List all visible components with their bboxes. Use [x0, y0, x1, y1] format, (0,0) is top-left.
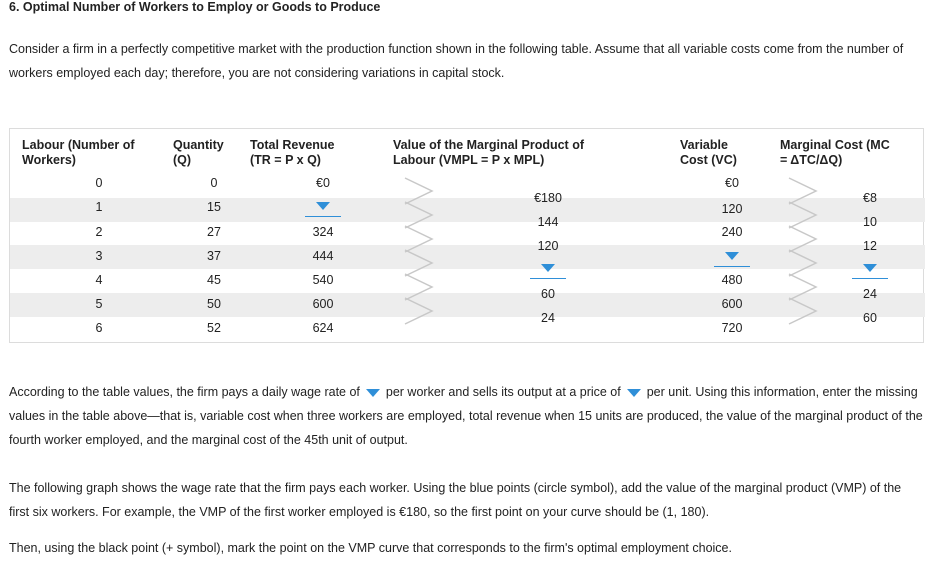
header-variable-cost: Variable Cost (VC) [680, 138, 737, 167]
mc-cell: 60 [863, 311, 877, 325]
labour-cell: 0 [95, 176, 103, 190]
tr-dropdown-underline [305, 216, 341, 217]
labour-cell: 6 [95, 321, 103, 335]
mc-dropdown-underline [852, 278, 888, 279]
mc-cell: 10 [863, 215, 877, 229]
chevron-arrows-icon [786, 174, 820, 334]
production-table [9, 128, 924, 343]
header-labour: Labour (Number of Workers) [22, 138, 135, 167]
quantity-cell: 45 [207, 273, 221, 287]
chevron-arrows-icon [402, 174, 436, 334]
vmpl-dropdown[interactable] [541, 264, 555, 272]
tr-cell: 324 [312, 225, 334, 239]
vc-cell: 120 [721, 202, 743, 216]
vc-dropdown-underline [714, 266, 750, 267]
vc-cell: 600 [721, 297, 743, 311]
labour-cell: 3 [95, 249, 103, 263]
tr-cell: 540 [312, 273, 334, 287]
intro-paragraph: Consider a firm in a perfectly competitive market with the production function shown in the following table. Assume that all variable costs come from the number of workers employed each day; therefore, you are not considering variations in capital stock. [9, 42, 904, 80]
labour-cell: 5 [95, 297, 103, 311]
tr-cell: €0 [316, 176, 330, 190]
tr-cell: 444 [312, 249, 334, 263]
vc-cell: 240 [721, 225, 743, 239]
vmpl-cell: 60 [541, 287, 555, 301]
mc-cell: 24 [863, 287, 877, 301]
price-dropdown[interactable] [627, 389, 641, 397]
mc-cell: 12 [863, 239, 877, 253]
quantity-cell: 37 [207, 249, 221, 263]
labour-cell: 2 [95, 225, 103, 239]
quantity-cell: 52 [207, 321, 221, 335]
tr-cell: 624 [312, 321, 334, 335]
tr-cell: 600 [312, 297, 334, 311]
quantity-cell: 50 [207, 297, 221, 311]
mc-cell: €8 [863, 191, 877, 205]
vc-cell: 480 [721, 273, 743, 287]
vmpl-cell: 24 [541, 311, 555, 325]
vmpl-dropdown-underline [530, 278, 566, 279]
quantity-cell: 15 [207, 200, 221, 214]
header-marginal-cost: Marginal Cost (MC = ΔTC/ΔQ) [780, 138, 890, 167]
labour-cell: 4 [95, 273, 103, 287]
header-total-revenue: Total Revenue (TR = P x Q) [250, 138, 335, 167]
question-paragraph: According to the table values, the firm pays a daily wage rate of per worker and sells its output at a price of per unit. Using this information, enter the missing values in the table above—that is, variable cost when three workers are employed, total revenue when 15 units are produced, the value of the marginal product of the fourth worker employed, and the marginal cost of the 45th unit of output. [9, 385, 923, 447]
graph-instructions-paragraph: The following graph shows the wage rate that the firm pays each worker. Using the blue points (circle symbol), add the value of the marginal product (VMP) of the first six workers. For example, the VMP of the first worker employed is €180, so the first point on your curve should be (1, 180). [9, 481, 902, 519]
header-quantity: Quantity (Q) [173, 138, 224, 167]
vmpl-cell: 120 [537, 239, 559, 253]
labour-cell: 1 [95, 200, 103, 214]
quantity-cell: 0 [210, 176, 218, 190]
vc-cell: €0 [725, 176, 739, 190]
page-title: 6. Optimal Number of Workers to Employ or Goods to Produce [9, 0, 381, 14]
tr-dropdown[interactable] [316, 202, 330, 210]
quantity-cell: 27 [207, 225, 221, 239]
mc-dropdown[interactable] [863, 264, 877, 272]
wage-rate-dropdown[interactable] [366, 389, 380, 397]
vmpl-cell: €180 [534, 191, 562, 205]
vmpl-cell: 144 [537, 215, 559, 229]
vc-cell: 720 [721, 321, 743, 335]
vc-dropdown[interactable] [725, 252, 739, 260]
optimal-point-paragraph: Then, using the black point (+ symbol), mark the point on the VMP curve that corresponds to the firm's optimal employment choice. [9, 541, 732, 555]
header-vmpl: Value of the Marginal Product of Labour (VMPL = P x MPL) [393, 138, 584, 167]
